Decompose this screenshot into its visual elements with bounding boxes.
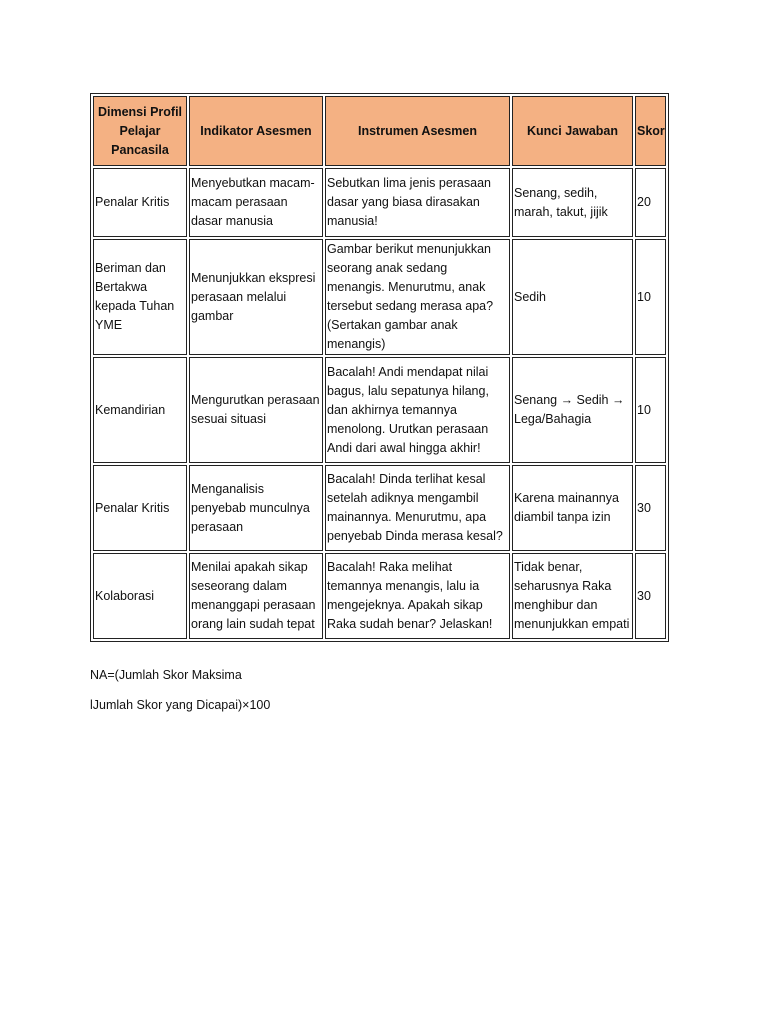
cell-kunci-jawaban: Senang, sedih, marah, takut, jijik (512, 168, 633, 237)
cell-instrumen: Gambar berikut menunjukkan seorang anak sedang menangis. Menurutmu, anak tersebut sedang merasa apa? (Sertakan gambar anak menangis) (325, 239, 510, 355)
cell-dimensi: Penalar Kritis (93, 465, 187, 551)
table-row (93, 357, 666, 463)
cell-skor: 10 (635, 357, 666, 463)
header-indikator: Indikator Asesmen (189, 96, 323, 166)
cell-skor: 20 (635, 168, 666, 237)
formula-line-2: lJumlah Skor yang Dicapai)×100 (90, 698, 271, 712)
table-row (93, 168, 666, 237)
table-row (93, 465, 666, 551)
header-skor: Skor (635, 96, 666, 166)
header-dimensi: Dimensi Profil Pelajar Pancasila (93, 96, 187, 166)
cell-kunci-jawaban: Tidak benar, seharusnya Raka menghibur dan menunjukkan empati (512, 553, 633, 639)
cell-kunci-jawaban: Sedih (512, 239, 633, 355)
cell-skor: 10 (635, 239, 666, 355)
table-header-row (93, 96, 666, 166)
cell-dimensi: Penalar Kritis (93, 168, 187, 237)
cell-instrumen: Bacalah! Raka melihat temannya menangis, lalu ia mengejeknya. Apakah sikap Raka sudah benar? Jelaskan! (325, 553, 510, 639)
cell-skor: 30 (635, 465, 666, 551)
cell-indikator: Menunjukkan ekspresi perasaan melalui gambar (189, 239, 323, 355)
assessment-rubric-table (90, 93, 669, 642)
cell-instrumen: Bacalah! Dinda terlihat kesal setelah adiknya mengambil mainannya. Menurutmu, apa penyebab Dinda merasa kesal? (325, 465, 510, 551)
cell-dimensi: Beriman dan Bertakwa kepada Tuhan YME (93, 239, 187, 355)
cell-kunci-jawaban: Senang → Sedih → Lega/Bahagia (512, 357, 633, 463)
cell-indikator: Menganalisis penyebab munculnya perasaan (189, 465, 323, 551)
cell-indikator: Mengurutkan perasaan sesuai situasi (189, 357, 323, 463)
table-row (93, 553, 666, 639)
cell-instrumen: Sebutkan lima jenis perasaan dasar yang biasa dirasakan manusia! (325, 168, 510, 237)
table-row (93, 239, 666, 355)
cell-dimensi: Kolaborasi (93, 553, 187, 639)
cell-skor: 30 (635, 553, 666, 639)
header-instrumen: Instrumen Asesmen (325, 96, 510, 166)
cell-instrumen: Bacalah! Andi mendapat nilai bagus, lalu sepatunya hilang, dan akhirnya temannya menolong. Urutkan perasaan Andi dari awal hingga akhir! (325, 357, 510, 463)
header-kunci-jawaban: Kunci Jawaban (512, 96, 633, 166)
cell-dimensi: Kemandirian (93, 357, 187, 463)
cell-indikator: Menyebutkan macam-macam perasaan dasar manusia (189, 168, 323, 237)
cell-indikator: Menilai apakah sikap seseorang dalam menanggapi perasaan orang lain sudah tepat (189, 553, 323, 639)
formula-line-1: NA=(Jumlah Skor Maksima (90, 668, 242, 682)
cell-kunci-jawaban: Karena mainannya diambil tanpa izin (512, 465, 633, 551)
